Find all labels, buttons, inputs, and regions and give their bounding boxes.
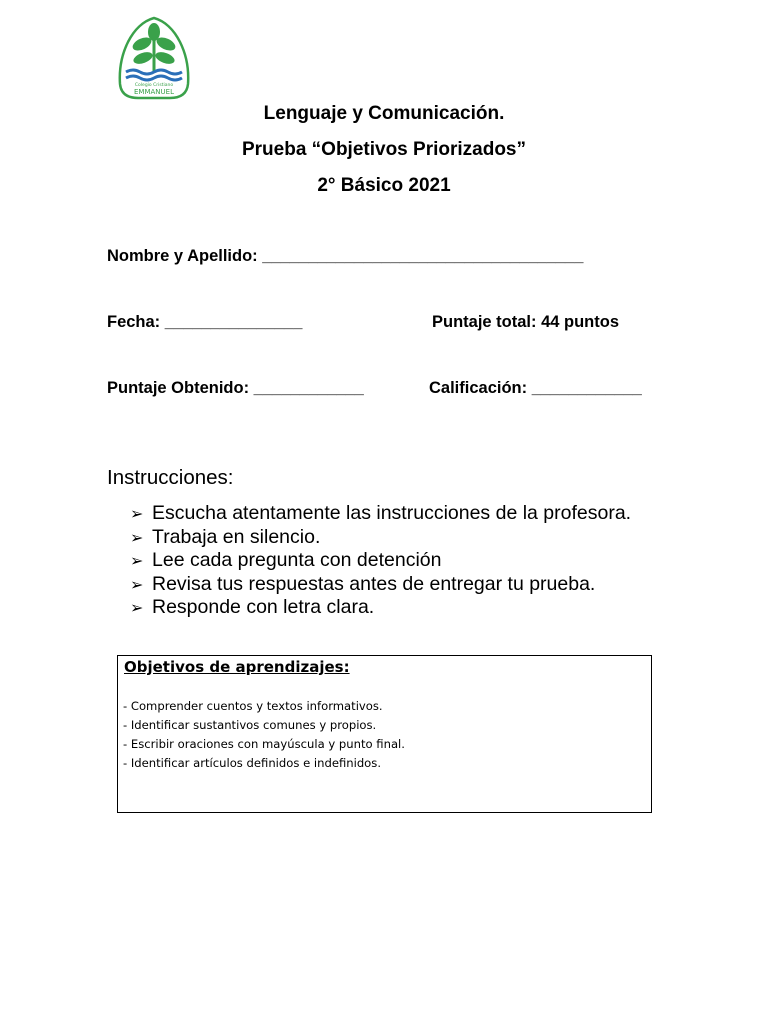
grade-field: Calificación: ____________ bbox=[429, 379, 642, 397]
total-score-label: Puntaje total: 44 puntos bbox=[432, 313, 620, 331]
list-item: - Comprender cuentos y textos informativos. bbox=[123, 699, 383, 713]
arrowhead-bullet-icon: ➢ bbox=[130, 506, 144, 523]
arrowhead-bullet-icon: ➢ bbox=[130, 553, 144, 571]
instruction-text: Responde con letra clara. bbox=[152, 596, 375, 619]
list-item bbox=[130, 596, 631, 620]
list-item: - Escribir oraciones con mayúscula y punto final. bbox=[123, 737, 405, 751]
list-item bbox=[130, 549, 631, 573]
list-item bbox=[130, 526, 631, 550]
school-logo bbox=[114, 14, 194, 104]
obtained-score-field: Puntaje Obtenido: ____________ bbox=[107, 379, 364, 397]
instructions-list bbox=[130, 502, 631, 620]
list-item: - Identificar artículos definidos e indefinidos. bbox=[123, 756, 382, 770]
test-title: Prueba “Objetivos Priorizados” bbox=[241, 139, 527, 160]
objectives-heading: Objetivos de aprendizajes: bbox=[124, 658, 350, 676]
arrowhead-bullet-icon: ➢ bbox=[130, 529, 144, 547]
instruction-text: Escucha atentamente las instrucciones de la profesora. bbox=[152, 502, 632, 524]
list-item bbox=[130, 502, 631, 526]
logo-text-large: EMMANUEL bbox=[134, 88, 174, 96]
subject-title: Lenguaje y Comunicación. bbox=[263, 103, 505, 124]
instruction-text: Revisa tus respuestas antes de entregar tu prueba. bbox=[152, 572, 596, 595]
name-field: Nombre y Apellido: ___________________________________ bbox=[107, 247, 584, 265]
learning-objectives-box bbox=[117, 655, 652, 813]
objectives-list bbox=[123, 697, 405, 773]
instructions-heading: Instrucciones: bbox=[107, 466, 234, 489]
list-item bbox=[130, 573, 631, 597]
instruction-text: Lee cada pregunta con detención bbox=[152, 549, 442, 572]
instruction-text: Trabaja en silencio. bbox=[152, 525, 321, 548]
arrowhead-bullet-icon: ➢ bbox=[130, 576, 144, 594]
grade-year-title: 2° Básico 2021 bbox=[317, 175, 451, 196]
list-item: - Identificar sustantivos comunes y propios. bbox=[123, 718, 377, 732]
arrowhead-bullet-icon: ➢ bbox=[130, 600, 144, 618]
logo-text-small: Colegio Cristiano bbox=[134, 83, 174, 88]
date-field: Fecha: _______________ bbox=[107, 313, 303, 331]
